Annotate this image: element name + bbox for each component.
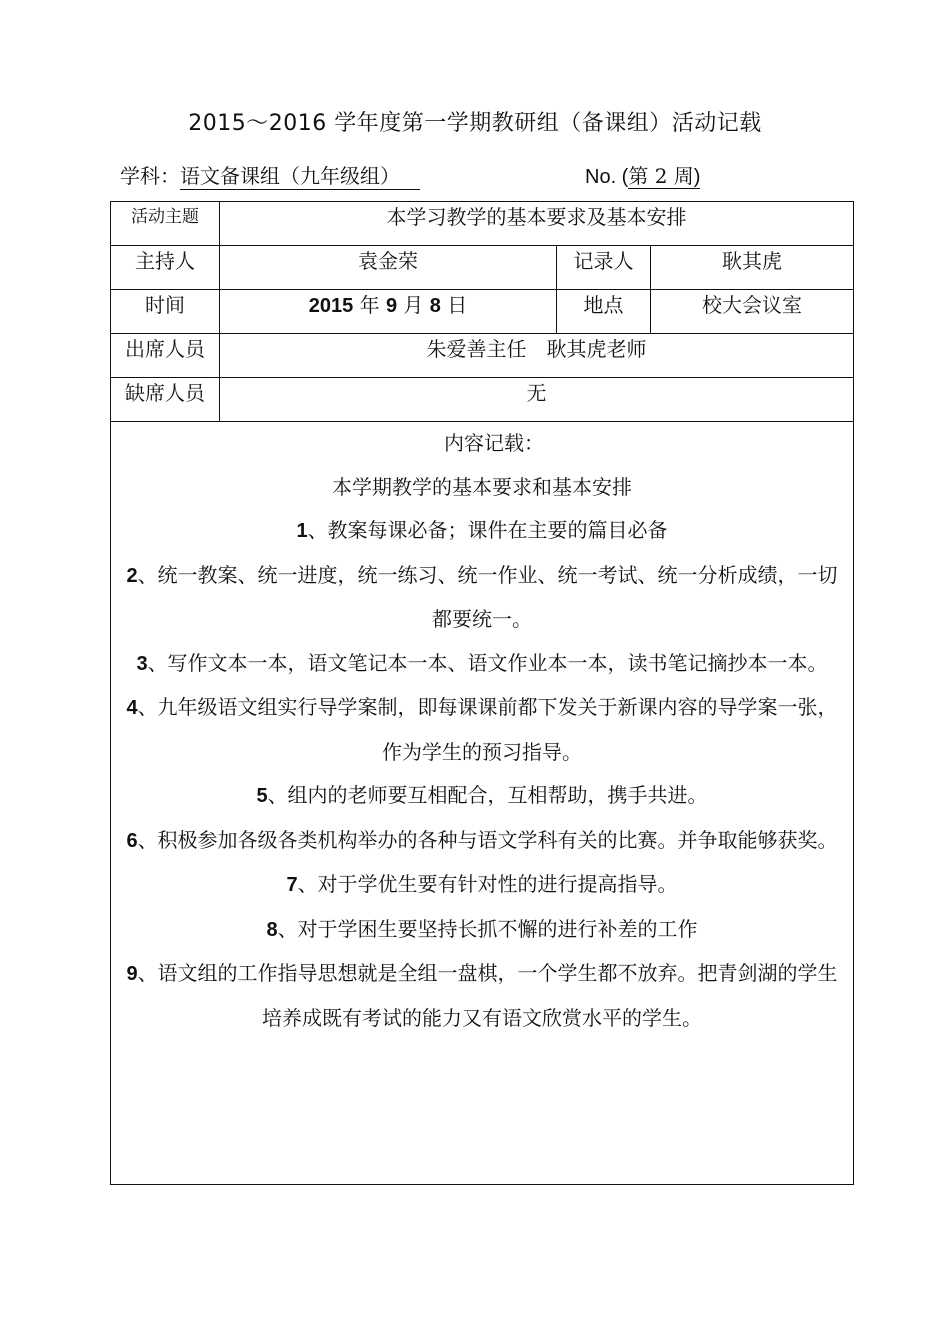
- activity-record-table: [110, 201, 854, 1185]
- host-row: [111, 246, 854, 290]
- item-text: 、语文组的工作指导思想就是全组一盘棋，一个学生都不放弃。把青剑湖的学生培养成既有考试的能力又有语文欣赏水平的学生。: [137, 961, 838, 1030]
- topic-value: 本学习教学的基本要求及基本安排: [386, 205, 687, 229]
- absent-value: 无: [526, 381, 547, 405]
- time-label-cell: [111, 290, 220, 334]
- item-number: 7: [286, 874, 298, 896]
- time-label: 时间: [145, 293, 185, 317]
- item-number: 4: [126, 697, 138, 719]
- present-value-cell: [220, 334, 854, 378]
- item-text: 、九年级语文组实行导学案制，即每课课前都下发关于新课内容的导学案一张，作为学生的预习指导。: [137, 695, 838, 764]
- item-number: 5: [256, 785, 268, 807]
- content-item: [121, 863, 843, 908]
- item-text: 、写作文本一本，语文笔记本一本、语文作业本一本，读书笔记摘抄本一本。: [147, 650, 828, 675]
- time-day-unit: 日: [440, 293, 468, 317]
- present-value: 朱爱善主任 耿其虎老师: [426, 337, 647, 361]
- place-label-cell: [557, 290, 651, 334]
- recorder-value-cell: [651, 246, 854, 290]
- week-prefix: No. (: [585, 166, 629, 188]
- content-item: [121, 774, 843, 819]
- content-row: [111, 422, 854, 1185]
- subject-line: [120, 160, 420, 190]
- recorder-value: 耿其虎: [722, 249, 782, 273]
- time-year-unit: 年: [353, 293, 386, 317]
- topic-value-cell: [220, 202, 854, 246]
- item-text: 、积极参加各级各类机构举办的各种与语文学科有关的比赛。并争取能够获奖。: [137, 827, 838, 852]
- present-row: [111, 334, 854, 378]
- week-line: [585, 160, 700, 189]
- content-item: [121, 819, 843, 864]
- content-item: [121, 686, 843, 774]
- absent-value-cell: [220, 378, 854, 422]
- time-row: [111, 290, 854, 334]
- content-cell: [111, 422, 854, 1185]
- item-text: 、对于学困生要坚持长抓不懈的进行补差的工作: [277, 916, 698, 941]
- item-number: 2: [126, 564, 138, 587]
- topic-label-cell: [111, 202, 220, 246]
- content-heading: 内容记载：: [444, 431, 544, 455]
- week-suffix: ): [693, 166, 701, 188]
- item-text: 、组内的老师要互相配合，互相帮助，携手共进。: [267, 783, 708, 807]
- host-label-cell: [111, 246, 220, 290]
- recorder-label: 记录人: [573, 249, 634, 273]
- present-label: 出席人员: [125, 337, 205, 361]
- week-value: 第 2 周: [628, 164, 694, 188]
- page-title: 2015～2016 学年度第一学期教研组（备课组）活动记载: [188, 111, 762, 136]
- place-value-cell: [651, 290, 854, 334]
- content-item: [121, 952, 843, 1040]
- item-text: 、统一教案、统一进度，统一练习、统一作业、统一考试、统一分析成绩，一切都要统一。: [137, 562, 838, 631]
- place-label: 地点: [583, 293, 624, 317]
- time-value: [220, 290, 556, 333]
- item-number: 8: [266, 918, 278, 941]
- content-item: [121, 908, 843, 953]
- item-number: 3: [136, 652, 148, 675]
- item-number: 6: [126, 829, 138, 852]
- content-item: [121, 509, 843, 554]
- topic-label: 活动主题: [131, 207, 199, 227]
- absent-row: [111, 378, 854, 422]
- present-label-cell: [111, 334, 220, 378]
- item-text: 、对于学优生要有针对性的进行提高指导。: [297, 872, 678, 896]
- item-number: 1: [296, 520, 308, 542]
- time-day: 8: [429, 295, 441, 317]
- content-item: [121, 554, 843, 642]
- content-intro: 本学期教学的基本要求和基本安排: [332, 474, 632, 499]
- absent-label: 缺席人员: [125, 381, 205, 405]
- item-number: 9: [126, 963, 138, 985]
- time-month-unit: 月: [397, 293, 430, 317]
- time-month: 9: [385, 295, 398, 317]
- item-text: 、教案每课必备；课件在主要的篇目必备: [307, 518, 668, 542]
- topic-row: [111, 202, 854, 246]
- place-value: 校大会议室: [702, 293, 802, 317]
- host-value: 袁金荣: [358, 249, 418, 273]
- content-item: [121, 642, 843, 687]
- subject-label: 学科：: [120, 164, 180, 188]
- recorder-label-cell: [557, 246, 651, 290]
- time-value-cell: [220, 290, 557, 334]
- time-year: 2015: [308, 295, 354, 317]
- content-body: [111, 422, 853, 1040]
- subject-value: 语文备课组（九年级组）: [180, 160, 420, 190]
- absent-label-cell: [111, 378, 220, 422]
- host-value-cell: [220, 246, 557, 290]
- host-label: 主持人: [135, 249, 195, 273]
